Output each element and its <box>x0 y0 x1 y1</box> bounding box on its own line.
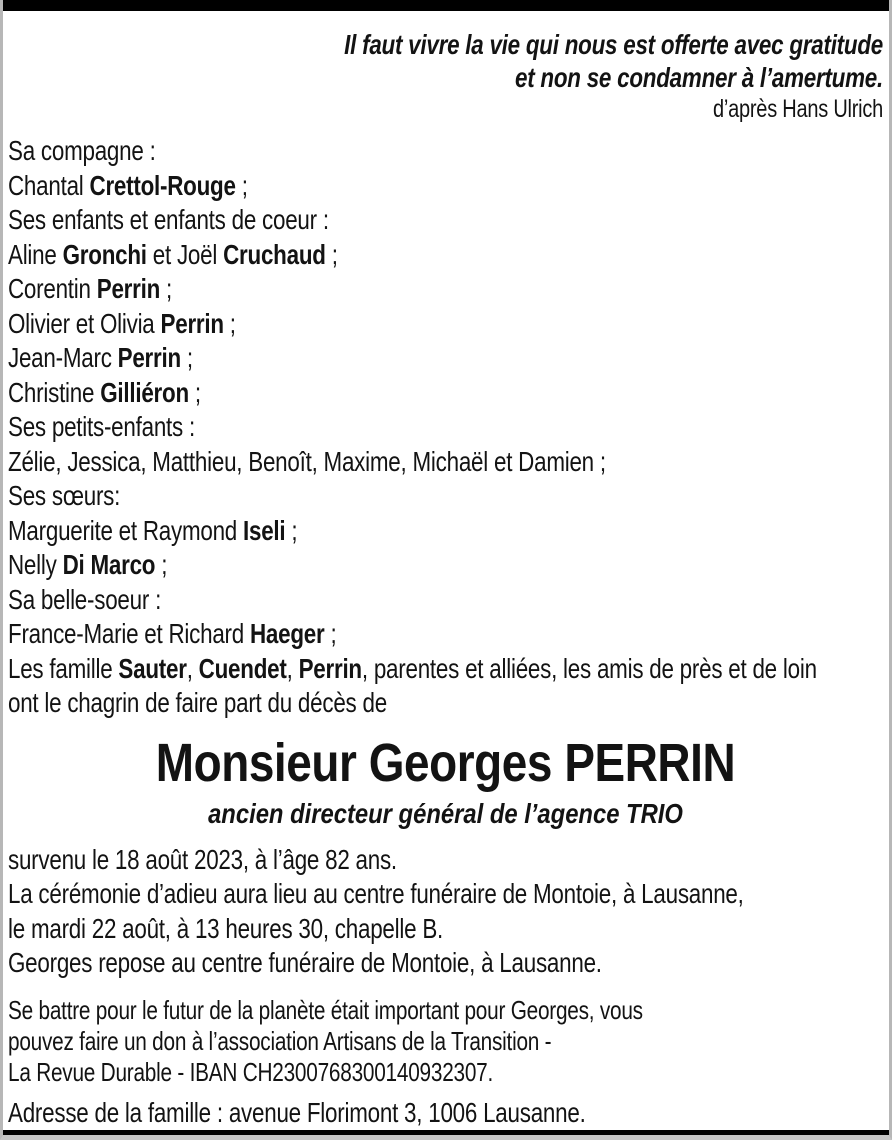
surname-bold: Crettol-Rouge <box>89 169 236 201</box>
opening-quote <box>8 28 883 124</box>
text-segment: Ses sœurs: <box>8 480 121 511</box>
notice-content <box>3 11 889 1130</box>
text-segment: Ses petits-enfants : <box>8 411 195 442</box>
family-line <box>8 410 708 445</box>
text-segment: ; <box>155 549 168 580</box>
text-segment: Les famille <box>8 652 119 684</box>
text-segment: Sa belle-soeur : <box>8 583 162 615</box>
text-segment: ; <box>223 307 236 339</box>
deceased-role-subtitle: ancien directeur général de l’agence TRIO <box>208 797 683 829</box>
text-segment: Christine <box>8 376 101 408</box>
announcement-line <box>8 877 744 912</box>
family-address: Adresse de la famille : avenue Florimont 3, 1006 Lausanne. <box>8 1096 586 1128</box>
text-segment: ; <box>160 273 173 304</box>
family-line <box>8 617 708 652</box>
text-segment: Aline <box>8 238 63 270</box>
text-segment: La cérémonie d’adieu aura lieu au centre funéraire de Montoie, à Lausanne, <box>8 878 744 909</box>
announcement-line <box>8 843 708 878</box>
text-segment: Jean-Marc <box>8 342 118 373</box>
surname-bold: Cuendet <box>198 652 287 684</box>
surname-bold: Gilliéron <box>100 376 189 408</box>
surname-bold: Perrin <box>117 342 181 373</box>
family-line <box>8 203 708 238</box>
text-segment: ; <box>235 169 248 201</box>
family-line <box>8 341 708 376</box>
surname-bold: Perrin <box>298 652 362 684</box>
text-segment: Sa compagne : <box>8 135 156 166</box>
announcement-line <box>8 946 708 981</box>
text-segment: Ses enfants et enfants de coeur : <box>8 204 329 235</box>
family-line <box>8 479 708 514</box>
text-segment: ; <box>188 376 201 408</box>
text-segment: Corentin <box>8 273 97 304</box>
text-segment: le mardi 22 août, à 13 heures 30, chapelle B. <box>8 912 444 944</box>
family-line <box>8 514 708 549</box>
donation-line <box>8 1057 708 1088</box>
quote-attribution: d’après Hans Ulrich <box>713 95 883 123</box>
text-segment: La Revue Durable - IBAN CH2300768300140932307. <box>8 1056 494 1087</box>
family-line <box>8 134 708 169</box>
announcement-line <box>8 912 708 947</box>
text-segment: France-Marie et Richard <box>8 618 250 649</box>
text-segment: ; <box>324 618 337 649</box>
family-line <box>8 583 708 618</box>
family-list <box>8 134 883 721</box>
donation-line <box>8 995 708 1026</box>
family-line <box>8 272 708 307</box>
quote-line-1: Il faut vivre la vie qui nous est offerte avec gratitude <box>344 29 883 60</box>
text-segment: Olivier et Olivia <box>8 307 161 339</box>
surname-bold: Gronchi <box>62 238 147 270</box>
surname-bold: Sauter <box>118 652 187 684</box>
bottom-border-bar <box>3 1130 889 1135</box>
text-segment: Se battre pour le futur de la planète était important pour Georges, vous <box>8 994 643 1025</box>
text-segment: ; <box>285 514 298 546</box>
text-segment: , <box>286 652 299 684</box>
family-line <box>8 548 708 583</box>
family-line <box>8 169 708 204</box>
family-line <box>8 307 708 342</box>
text-segment: , <box>186 652 199 684</box>
surname-bold: Perrin <box>160 307 224 339</box>
family-line <box>8 445 708 480</box>
deceased-name-title: Monsieur Georges PERRIN <box>155 732 736 793</box>
family-line <box>8 652 817 687</box>
text-segment: Georges repose au centre funéraire de Montoie, à Lausanne. <box>8 947 602 978</box>
surname-bold: Haeger <box>249 618 325 649</box>
text-segment: Chantal <box>8 169 90 201</box>
text-segment: survenu le 18 août 2023, à l’âge 82 ans. <box>8 843 397 875</box>
text-segment: et Joël <box>146 238 224 270</box>
text-segment: Zélie, Jessica, Matthieu, Benoît, Maxime, Michaël et Damien ; <box>8 445 606 477</box>
text-segment: Nelly <box>8 549 63 580</box>
text-segment: pouvez faire un don à l’association Artisans de la Transition - <box>8 1025 552 1056</box>
surname-bold: Cruchaud <box>223 238 326 270</box>
text-segment: Marguerite et Raymond <box>8 514 244 546</box>
top-border-bar <box>3 0 889 11</box>
text-segment: ; <box>180 342 193 373</box>
text-segment: ; <box>325 238 338 270</box>
surname-bold: Di Marco <box>62 549 156 580</box>
family-line <box>8 376 708 411</box>
surname-bold: Iseli <box>243 514 286 546</box>
text-segment: , parentes et alliées, les amis de près et de loin <box>361 652 817 684</box>
family-line <box>8 686 708 721</box>
donation-note <box>8 995 883 1088</box>
donation-line <box>8 1026 708 1057</box>
surname-bold: Perrin <box>96 273 161 304</box>
family-line <box>8 238 708 273</box>
ceremony-announcement <box>8 843 883 981</box>
quote-line-2: et non se condamner à l’amertume. <box>514 62 883 93</box>
text-segment: ont le chagrin de faire part du décès de <box>8 687 387 718</box>
